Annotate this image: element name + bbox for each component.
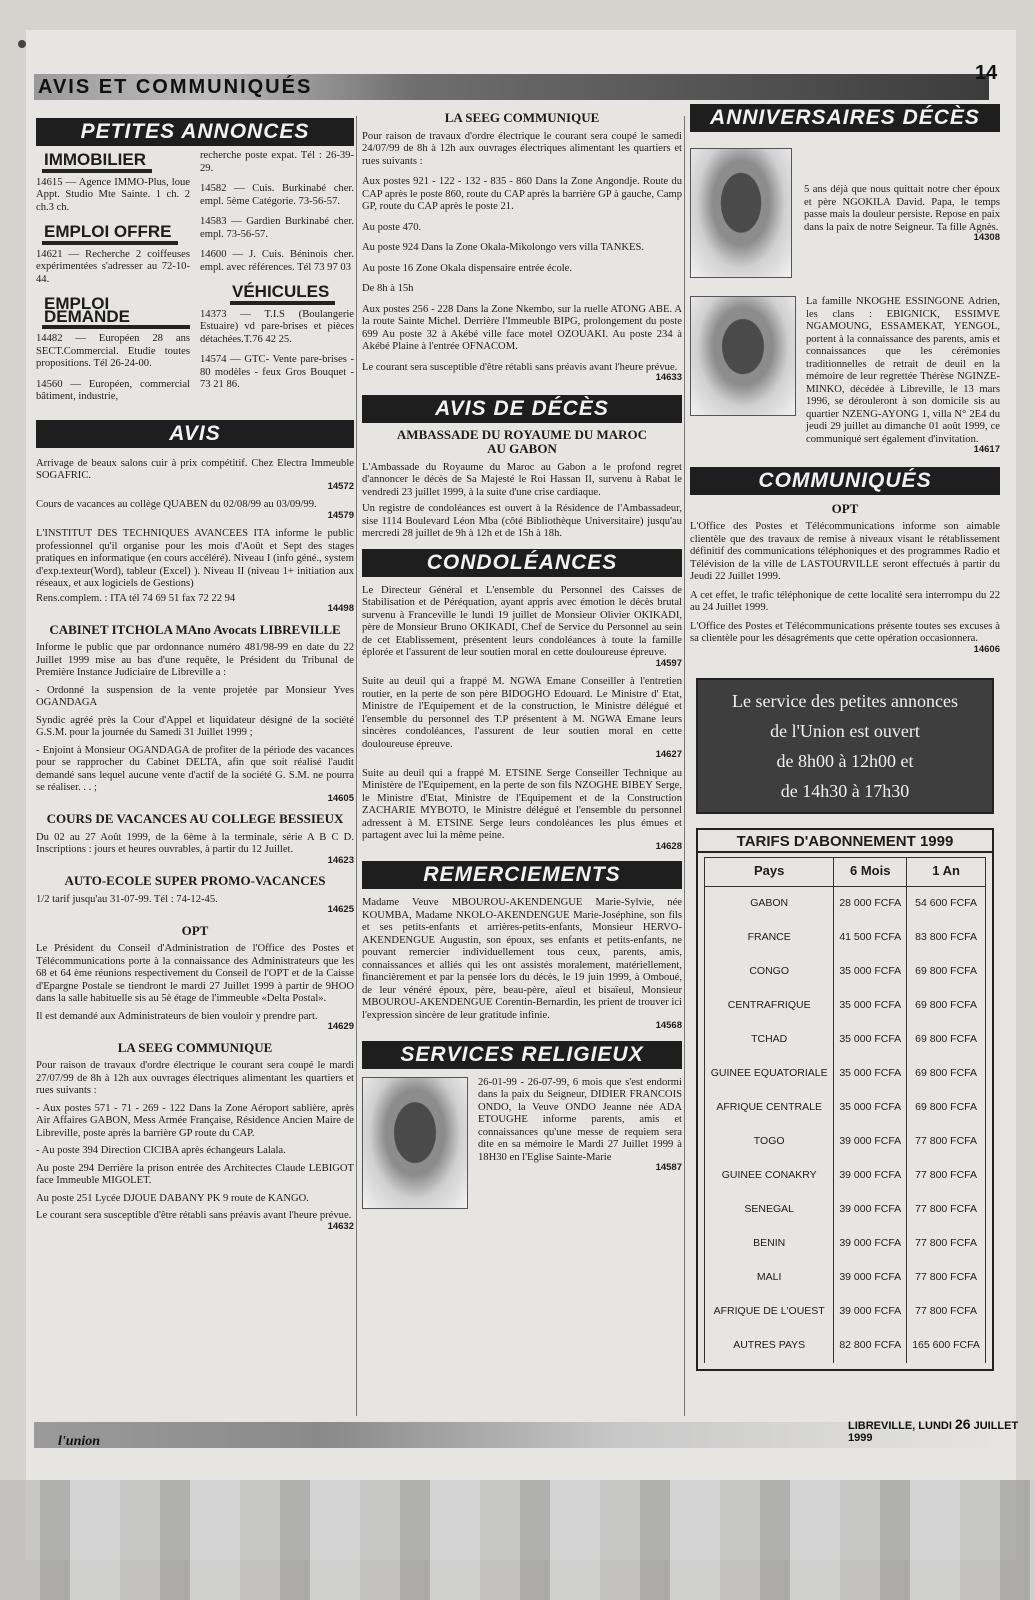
country-cell: FRANCE: [705, 921, 834, 955]
cours-heading: COURS DE VACANCES AU COLLEGE BESSIEUX: [46, 811, 344, 826]
one-year-price: 83 800 FCFA: [907, 921, 986, 955]
country-cell: AFRIQUE DE L'OUEST: [705, 1295, 834, 1329]
tarifs-row: [705, 1261, 986, 1295]
seeg-text: Au poste 470.: [362, 221, 422, 233]
anniversaire-text: La famille NKOGHE ESSINGONE Adrien, les clans : EBIGNICK, ESSIMVE NGAMOUNG, ESSAMEKAT, YENGOL, portent à la connaissance des parents, amis et connaissances que les cérémonies traditionnelles de retrait de deuil en la mémoire de leur regrettée Thérèse NGINZE-MINKO, décédée à Libreville, le 13 mars 1996, se dérouleront à son domicile sis au quartier NZENG-AYONG 1, villa N° 2E4 du jeudi 29 juillet au dimanche 01 août 1999, ce communiqué sert également d'invitation.: [806, 296, 1000, 445]
classified-ad: 14600 — J. Cuis. Béninois cher. empl. avec références. Tél 73 97 03: [200, 249, 354, 273]
tarifs-row: [705, 1193, 986, 1227]
six-month-price: 35 000 FCFA: [834, 1057, 907, 1091]
tarifs-row: [705, 1091, 986, 1125]
ref-number: 14633: [655, 372, 682, 383]
cours-text: Du 02 au 27 Août 1999, de la 6ème à la terminale, série A B C D. Inscriptions : jours et heures ouvrables, à partir du 12 Juillet.: [36, 831, 354, 855]
cabinet-text: Informe le public que par ordonnance numéro 481/98-99 en date du 22 Juillet 1999 mise au bas d'une requête, le Président du Tribunal de Première Instance Judiciaire de Libreville a :: [36, 642, 354, 678]
one-year-price: 77 800 FCFA: [907, 1295, 986, 1329]
country-cell: AUTRES PAYS: [705, 1329, 834, 1363]
vehicule-ad: 14574 — GTC- Vente pare-brises - 80 modèles - feux Gros Bouquet - 73 21 86.: [200, 354, 354, 390]
classifieds-right: [200, 150, 354, 412]
portrait-photo: [690, 148, 792, 278]
footer-place: LIBREVILLE, LUNDI: [848, 1420, 952, 1432]
tarifs-box: [696, 853, 994, 1371]
one-year-price: 77 800 FCFA: [907, 1125, 986, 1159]
punch-hole: [18, 40, 26, 48]
avis-banner: AVIS: [36, 420, 354, 448]
seeg-text: Aux postes 256 - 228 Dans la Zone Nkembo, sur la ruelle ATONG ABE. A la route Sainte Michel. Derrière l'Immeuble BIPG, prolongement du poste 699 Au poste 32 à Akébé ville face motel OZOUAKI. Au poste 234 à Akébé Plaine à l'entrée OFNACOM.: [362, 303, 682, 352]
one-year-price: 54 600 FCFA: [907, 886, 986, 921]
country-cell: CENTRAFRIQUE: [705, 989, 834, 1023]
six-month-price: 82 800 FCFA: [834, 1329, 907, 1363]
anniversaire-text: 5 ans déjà que nous quittait notre cher époux et père NGOKILA David. Papa, le temps passe mais la douleur persiste. Repose en paix dans la paix de notre Seigneur. Ta fille Agnès.: [804, 184, 1000, 233]
page-number: 14: [975, 62, 998, 84]
seeg-text: - Au poste 394 Direction CICIBA après échangeurs Lalala.: [36, 1145, 286, 1156]
services-religieux-banner: SERVICES RELIGIEUX: [362, 1041, 682, 1069]
one-year-price: 77 800 FCFA: [907, 1193, 986, 1227]
communiques-banner: COMMUNIQUÉS: [690, 467, 1000, 495]
immobilier-ad: 14615 — Agence IMMO-Plus, loue Appt. Studio Mte Sainte. 1 ch. 2 ch.3 ch.: [36, 176, 190, 213]
emploi-offre-heading: EMPLOI OFFRE: [42, 226, 178, 245]
six-month-price: 35 000 FCFA: [834, 989, 907, 1023]
seeg-text: Pour raison de travaux d'ordre électrique le courant sera coupé le samedi 24/07/99 de 8h à 12h aux ouvrages électriques alimentant les quartiers et rues suivants :: [362, 130, 682, 167]
condoleance-text: Suite au deuil qui a frappé M. ETSINE Serge Conseiller Technique au Ministère de l'Equipement, en la perte de son fils NZOGHE BIBEY Serge, le Ministre d'Etat, Ministre de l'Equipement et de la Construction ZACHARIE MYBOTO, le Ministre délégué et l'ensemble du personnel adressent à M. ETSINE Serge leurs condoléances les plus émues et partagent avec lui la même peine.: [362, 767, 682, 841]
newspaper-logo: l'union: [58, 1434, 101, 1449]
six-month-price: 39 000 FCFA: [834, 1261, 907, 1295]
promo-line: Le service des petites annonces: [732, 691, 958, 711]
seeg-text: Au poste 251 Lycée DJOUE DABANY PK 9 route de KANGO.: [36, 1192, 309, 1204]
promo-line: de 8h00 à 12h00 et: [776, 751, 914, 771]
six-month-price: 39 000 FCFA: [834, 1125, 907, 1159]
portrait-photo: [362, 1077, 468, 1209]
portrait-photo: [690, 296, 796, 416]
country-cell: SENEGAL: [705, 1193, 834, 1227]
classified-ad: 14583 — Gardien Burkinabé cher. empl. 73-56-57.: [200, 216, 354, 240]
ref-number: 14308: [973, 232, 1000, 243]
one-year-price: 165 600 FCFA: [907, 1329, 986, 1363]
classified-ad: 14582 — Cuis. Burkinabé cher. empl. 5ème Catégorie. 73-56-57.: [200, 183, 354, 207]
ref-number: 14629: [327, 1021, 354, 1032]
emploi-demande-ad: 14560 — Européen, commercial bâtiment, industrie,: [36, 378, 190, 402]
tarifs-row: [705, 886, 986, 921]
classifieds: [36, 150, 354, 412]
background-surface: [0, 1480, 1035, 1600]
one-year-price: 77 800 FCFA: [907, 1159, 986, 1193]
ref-number: 14623: [327, 854, 354, 866]
country-cell: GABON: [705, 886, 834, 921]
opt-text: L'Office des Postes et Télécommunications présente toutes ses excuses à sa clientèle pour les désagréments que cette opération occasionnera.: [690, 620, 1000, 644]
tarifs-row: [705, 1125, 986, 1159]
cabinet-text: - Enjoint à Monsieur OGANDAGA de profiter de la période des vacances pour se rapprocher du Cabinet DELTA, afin que soit réalisé l'audit demandé sans lequel aucune vente d'actif de la société G. S.M. ne pourra se réaliser. . . ;: [36, 744, 354, 793]
six-month-price: 39 000 FCFA: [834, 1193, 907, 1227]
ref-number: 14627: [655, 749, 682, 760]
one-year-price: 69 800 FCFA: [907, 1057, 986, 1091]
service-religieux-item: [362, 1077, 682, 1209]
avis-contact: Rens.complem. : ITA tél 74 69 51 fax 72 22 94: [36, 592, 236, 604]
tarifs-header-row: [705, 857, 986, 886]
remerciements-banner: REMERCIEMENTS: [362, 861, 682, 889]
avis-deces-banner: AVIS DE DÉCÈS: [362, 395, 682, 423]
tarifs-row: [705, 1023, 986, 1057]
vehicules-heading: VÉHICULES: [230, 286, 335, 305]
six-month-price: 39 000 FCFA: [834, 1227, 907, 1261]
footer-day: 26: [954, 1416, 971, 1432]
opt-text: Le Président du Conseil d'Administration de l'Office des Postes et Télécommunications porte à la connaissance des Administrateurs que les 68 et 64 ème réunions respectivement du Conseil de l'OPT et de la Caisse d'Epargne Postale se tiendront le mardi 27 Juillet 1999 à partir de 9HOO dans la salle habituelle sis au 5è étage de l'immeuble «Delta Postal».: [36, 943, 354, 1004]
emploi-offre-ad: 14621 — Recherche 2 coiffeuses expérimentées s'adresser au 72-10-44.: [36, 248, 190, 285]
tarifs-row: [705, 1159, 986, 1193]
tarifs-row: [705, 1057, 986, 1091]
ref-number: 14579: [327, 509, 354, 521]
seeg-heading: LA SEEG COMMUNIQUE: [117, 1039, 273, 1055]
avis-item: L'INSTITUT DES TECHNIQUES AVANCEES ITA informe le public professionnel qu'il organise pour les mois d'Août et Sept des stages pratiques en informatique (en cours accéléré). Niveau I (info géné., system d'exp.texteur(Word), tableur (Excel) ). Niveau II (niveau 1+ initiation aux réseaux, et aux logiciels de Gestions): [36, 528, 354, 589]
ref-number: 14628: [655, 840, 682, 852]
country-cell: AFRIQUE CENTRALE: [705, 1091, 834, 1125]
opt-text: A cet effet, le trafic téléphonique de cette localité sera interrompu du 22 au 24 Juillet 1999.: [690, 589, 1000, 613]
condoleance-text: Le Directeur Général et L'ensemble du Personnel des Caisses de Stabilisation et de Péréquation, ayant appris avec émotion le décès brutal survenu à Franceville le lundi 19 juillet de Monsieur Olivier OKIKADI, père de Monsieur Bruno OKIKADI, Chef de Service du Personnel au sein de cet Etablissement, présentent leurs condoléances à toute la famille éplorée et l'assurent de leur soutien moral en cette douloureuse épreuve.: [362, 584, 682, 658]
column-rule: [356, 116, 357, 1416]
one-year-price: 69 800 FCFA: [907, 955, 986, 989]
footer-month-year: JUILLET 1999: [848, 1420, 1019, 1444]
ref-number: 14632: [327, 1220, 354, 1232]
condoleance-text: Suite au deuil qui a frappé M. NGWA Emane Conseiller à l'entretien routier, en la perte de son père BIDOGHO Edouard. Le Ministre d' Etat, Ministre de l'Equipement et de la construction, le Ministre délégué et l'ensemble du personnel des T.P présentent à M. NGWA Emane leurs sincères condoléances, l'assurent de leur soutien moral en cette douloureuse épreuve.: [362, 676, 682, 750]
promo-line: de l'Union est ouvert: [770, 721, 920, 741]
tarifs-row: [705, 989, 986, 1023]
auto-ecole-heading: AUTO-ECOLE SUPER PROMO-VACANCES: [64, 873, 326, 888]
one-year-price: 69 800 FCFA: [907, 1023, 986, 1057]
col-header: 1 An: [907, 857, 986, 886]
tarifs-row: [705, 1329, 986, 1363]
classified-ad: recherche poste expat. Tél : 26-39-29.: [200, 150, 354, 174]
deces-text: Un registre de condoléances est ouvert à la Résidence de l'Ambassadeur, sise 1114 Boulevard Léon Mba (côté Bibliothèque Universitaire) jusqu'au mercredi 28 juillet de 9h à 12h et de 15h à 18h.: [362, 503, 682, 539]
vehicule-ad: 14373 — T.I.S (Boulangerie Estuaire) vd pare-brises et pièces détachées.T.76 42 25.: [200, 308, 354, 345]
col-header: Pays: [705, 857, 834, 886]
six-month-price: 35 000 FCFA: [834, 1091, 907, 1125]
opt-heading: OPT: [181, 922, 209, 938]
column-3: [690, 104, 1000, 1371]
six-month-price: 39 000 FCFA: [834, 1295, 907, 1329]
emploi-demande-ad: 14482 — Européen 28 ans SECT.Commercial. Etudie toutes propositions. Tél 26-24-00.: [36, 333, 190, 369]
seeg-text: Au poste 924 Dans la Zone Okala-Mikolongo vers villa TANKES.: [362, 242, 645, 253]
avis-item: Cours de vacances au collège QUABEN du 02/08/99 au 03/09/99.: [36, 499, 317, 510]
emploi-demande-heading: EMPLOI DEMANDE: [42, 298, 190, 329]
seeg-text: Pour raison de travaux d'ordre électrique le courant sera coupé le mardi 27/07/99 de 8h à 12h aux ouvrages électriques alimentant les quartiers et rues suivants :: [36, 1060, 354, 1096]
avis-item: Arrivage de beaux salons cuir à prix compétitif. Chez Electra Immeuble SOGAFRIC.: [36, 457, 354, 481]
tarifs-row: [705, 1227, 986, 1261]
anniversaires-banner: ANNIVERSAIRES DÉCÈS: [690, 104, 1000, 132]
seeg-text: Le courant sera susceptible d'être rétabli sans préavis avant l'heure prévue.: [36, 1210, 352, 1221]
seeg-text: Aux postes 921 - 122 - 132 - 835 - 860 Dans la Zone Angondje. Route du CAP après le poste 860, route du CAP après la barrière GP à gauche, Camp GP, route du CAP après le poste 21.: [362, 176, 682, 212]
country-cell: GUINEE CONAKRY: [705, 1159, 834, 1193]
country-cell: MALI: [705, 1261, 834, 1295]
one-year-price: 77 800 FCFA: [907, 1227, 986, 1261]
tarifs-row: [705, 921, 986, 955]
ambassade-heading: AMBASSADE DU ROYAUME DU MAROC: [396, 426, 648, 442]
one-year-price: 77 800 FCFA: [907, 1261, 986, 1295]
one-year-price: 69 800 FCFA: [907, 1091, 986, 1125]
petites-annonces-banner: PETITES ANNONCES: [36, 118, 354, 146]
promo-line: de 14h30 à 17h30: [780, 781, 910, 801]
column-1: [36, 118, 354, 1233]
anniversaire-item: [690, 296, 1000, 457]
ref-number: 14568: [655, 1020, 682, 1031]
ref-number: 14597: [655, 657, 682, 669]
cabinet-text: - Ordonné la suspension de la vente projetée par Monsieur Yves OGANDAGA: [36, 684, 354, 708]
seeg-text: Le courant sera susceptible d'être rétabli sans préavis avant l'heure prévue.: [362, 361, 678, 373]
country-cell: GUINEE EQUATORIALE: [705, 1057, 834, 1091]
opt-heading: OPT: [831, 500, 859, 516]
col-header: 6 Mois: [834, 857, 907, 886]
six-month-price: 41 500 FCFA: [834, 921, 907, 955]
tarifs-body: [705, 886, 986, 1363]
seeg-text: Au poste 16 Zone Okala dispensaire entrée école.: [362, 262, 573, 274]
ref-number: 14498: [327, 603, 354, 614]
country-cell: CONGO: [705, 955, 834, 989]
column-rule: [684, 116, 685, 1416]
classifieds-left: [36, 150, 190, 412]
section-title: AVIS ET COMMUNIQUÉS: [38, 76, 313, 98]
service-religieux-body: [478, 1077, 682, 1209]
tarifs-block: [696, 828, 994, 1371]
deces-text: L'Ambassade du Royaume du Maroc au Gabon a le profond regret d'annoncer le décès de Sa Majesté le Roi Hassan II, survenu à Rabat le vendredi 23 juillet 1999, à la suite d'une crise cardiaque.: [362, 461, 682, 498]
tarifs-table: [704, 857, 986, 1363]
six-month-price: 35 000 FCFA: [834, 1023, 907, 1057]
anniversaire-item: [690, 148, 1000, 278]
country-cell: TOGO: [705, 1125, 834, 1159]
opt-text: L'Office des Postes et Télécommunications informe son aimable clientèle que des travaux de remise à niveaux visant le rétablissement définitif des communications téléphoniques et des programmes Radio et Télévision de la ville de LASTOURVILLE seront effectués à partir du Jeudi 22 Juillet 1999.: [690, 521, 1000, 582]
tarifs-row: [705, 955, 986, 989]
tarifs-row: [705, 1295, 986, 1329]
service-religieux-text: 26-01-99 - 26-07-99, 6 mois que s'est endormi dans la paix du Seigneur, DIDIER FRANCOIS ONDO, la Veuve ONDO Jeanne née ADA ETOUGHE informe parents, amis et connaissances qu'une messe de requiem sera dite en sa mémoire le Mardi 27 Juillet 1999 à 18H30 en l'Eglise Sainte-Marie: [478, 1076, 682, 1163]
remerciement-text: Madame Veuve MBOUROU-AKENDENGUE Marie-Sylvie, née KOUMBA, Madame NKOLO-AKENDENGUE Marie-Joséphine, son fils et ses petits-enfants et arrières-petits-enfants, Monsieur HERVO-AKENDENGUE Augustin, son époux, ses enfants et petits-enfants, ne pouvant remercier individuellement tous ceux, parents, amis, connaissances et alliés qui les ont assistés moralement, matériellement, financièrement et par la pensée lors du décès, le 19 juin 1999, à Omboué, de leur vénéré époux, père, beau-père, aïeul et bisaïeul, Monsieur MBOUROU-AKENDENGUE Corentin-Bernardin, les prient de trouver ici l'expression sincère de leur gratitude infinie.: [362, 897, 682, 1021]
ref-number: 14587: [655, 1162, 682, 1173]
ref-number: 14606: [973, 643, 1000, 655]
ref-number: 14617: [973, 444, 1000, 455]
tarifs-title: TARIFS D'ABONNEMENT 1999: [696, 828, 994, 853]
footer-date: [848, 1416, 1035, 1444]
six-month-price: 35 000 FCFA: [834, 955, 907, 989]
opt-text: Il est demandé aux Administrateurs de bien vouloir y prendre part.: [36, 1010, 318, 1022]
auto-ecole-text: 1/2 tarif jusqu'au 31-07-99. Tél : 74-12-45.: [36, 893, 218, 905]
ref-number: 14625: [327, 904, 354, 915]
condoleances-banner: CONDOLÉANCES: [362, 549, 682, 577]
cabinet-heading: CABINET ITCHOLA MAno Avocats LIBREVILLE: [49, 621, 341, 637]
immobilier-heading: IMMOBILIER: [42, 154, 152, 173]
six-month-price: 28 000 FCFA: [834, 886, 907, 921]
seeg-text: - Aux postes 571 - 71 - 269 - 122 Dans la Zone Aéroport sablière, après Air Affaires GABON, Mess Armée Française, Résidence Ancien Maire de Libreville, poste après la barrière GP route du CAP.: [36, 1102, 354, 1139]
country-cell: BENIN: [705, 1227, 834, 1261]
six-month-price: 39 000 FCFA: [834, 1159, 907, 1193]
anniversaire-body: [804, 148, 1000, 278]
ref-number: 14572: [327, 480, 354, 492]
anniversaire-body: [806, 296, 1000, 457]
cabinet-text: Syndic agréé près la Cour d'Appel et liquidateur désigné de la société G.S.M. pour la journée du Samedi 31 Juillet 1999 ;: [36, 714, 354, 738]
seeg-text: De 8h à 15h: [362, 283, 414, 294]
country-cell: TCHAD: [705, 1023, 834, 1057]
one-year-price: 69 800 FCFA: [907, 989, 986, 1023]
column-2: [362, 112, 682, 1209]
ref-number: 14605: [327, 792, 354, 804]
ambassade-subheading: AU GABON: [487, 441, 557, 456]
petites-annonces-hours-box: [696, 678, 994, 814]
seeg-heading: LA SEEG COMMUNIQUE: [444, 110, 600, 125]
seeg-text: Au poste 294 Derrière la prison entrée des Architectes Claude LEBIGOT face Immeuble MIGOLET.: [36, 1162, 354, 1186]
